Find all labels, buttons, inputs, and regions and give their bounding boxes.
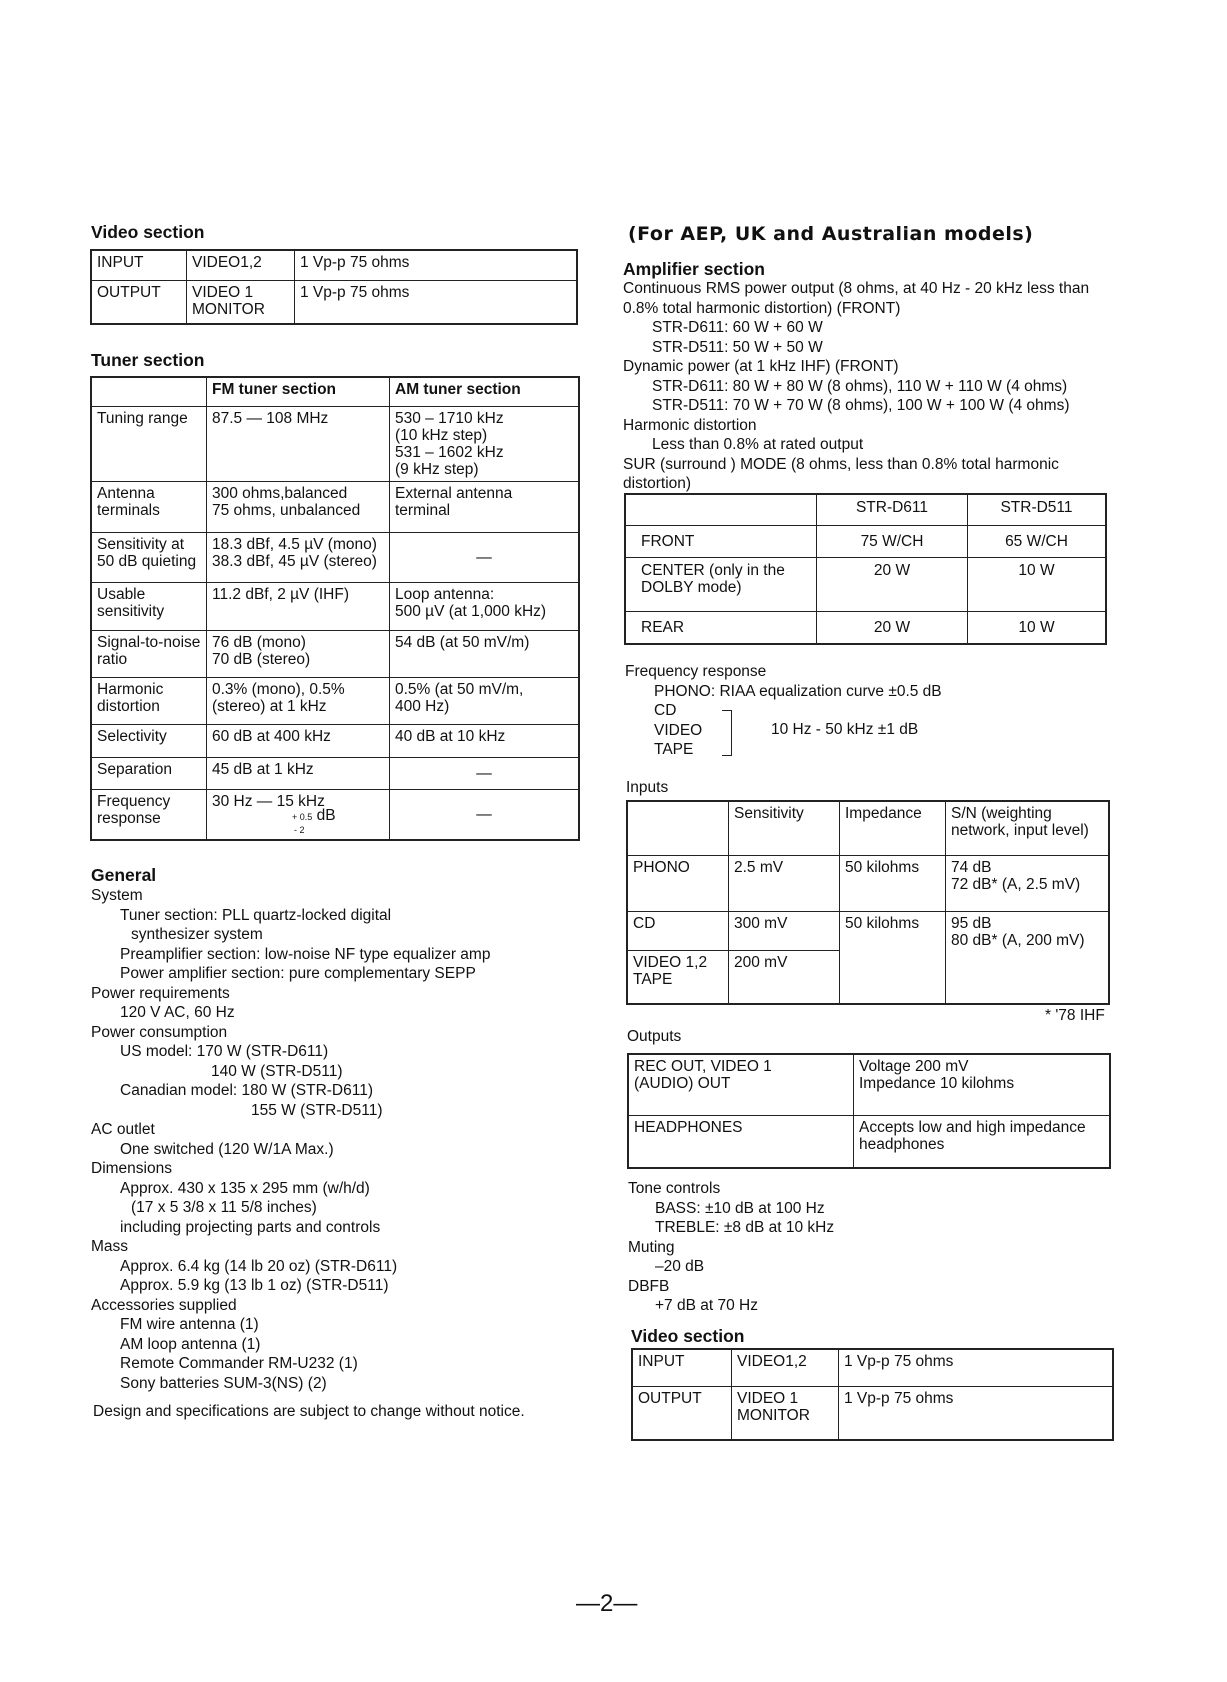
spec-line: Muting xyxy=(628,1238,675,1256)
table-cell: OUTPUT xyxy=(632,1386,732,1440)
spec-line: –20 dB xyxy=(655,1258,705,1275)
table-row xyxy=(627,801,1109,855)
table-row xyxy=(628,1054,1110,1115)
table-cell: PHONO xyxy=(627,855,729,911)
table-cell: 1 Vp-p 75 ohms xyxy=(839,1386,1114,1440)
table-cell xyxy=(91,377,207,406)
spec-line: distortion) xyxy=(623,475,692,492)
table-cell: 20 W xyxy=(817,557,968,611)
table-cell: 60 dB at 400 kHz xyxy=(207,724,390,757)
spec-line: Mass xyxy=(91,1238,129,1255)
spec-line: synthesizer system xyxy=(131,926,263,943)
table-cell: 75 W/CH xyxy=(817,525,968,557)
amplifier-specs xyxy=(623,279,1089,494)
table-cell: Accepts low and high impedance headphones xyxy=(854,1115,1111,1168)
spec-line: 120 V AC, 60 Hz xyxy=(120,1004,235,1021)
spec-line: DBFB xyxy=(628,1277,670,1295)
table-row xyxy=(91,757,579,789)
table-row xyxy=(91,677,579,724)
spec-line: STR-D511: 50 W + 50 W xyxy=(652,338,823,356)
spec-line: Accessories supplied xyxy=(91,1296,237,1314)
frequency-sources xyxy=(654,701,702,760)
table-row xyxy=(91,377,579,406)
table-cell: Antenna terminals xyxy=(91,481,207,532)
frequency-source: TAPE xyxy=(654,741,694,758)
video-section-heading: Video section xyxy=(91,222,205,242)
general-specs xyxy=(91,886,490,1393)
table-cell: REAR xyxy=(625,611,817,644)
table-cell: 0.5% (at 50 mV/m, 400 Hz) xyxy=(390,677,580,724)
table-cell: 10 W xyxy=(968,557,1107,611)
table-cell: STR-D611 xyxy=(817,494,968,525)
table-cell: — xyxy=(390,789,580,840)
table-cell: 1 Vp-p 75 ohms xyxy=(295,280,578,324)
spec-line: including projecting parts and controls xyxy=(120,1218,381,1236)
spec-line: SUR (surround ) MODE (8 ohms, less than 0.8% total harmonic xyxy=(623,455,1059,473)
table-row xyxy=(91,582,579,630)
table-cell: — xyxy=(390,757,580,789)
table-cell: 30 Hz — 15 kHz + 0.5 dB - 2 xyxy=(207,789,390,840)
table-cell: 87.5 — 108 MHz xyxy=(207,406,390,481)
spec-line: Power requirements xyxy=(91,984,230,1002)
frequency-source: VIDEO xyxy=(654,721,703,739)
ihf-footnote: * '78 IHF xyxy=(1045,1007,1105,1024)
table-cell: Tuning range xyxy=(91,406,207,481)
table-cell: CD xyxy=(627,911,729,950)
table-cell: HEADPHONES xyxy=(628,1115,854,1168)
surround-power-table xyxy=(624,493,1107,645)
frequency-response-heading: Frequency response xyxy=(625,663,767,680)
table-row xyxy=(91,789,579,840)
spec-line: Tone controls xyxy=(628,1180,721,1197)
spec-line: Dimensions xyxy=(91,1160,172,1177)
table-row xyxy=(625,525,1106,557)
spec-line: BASS: ±10 dB at 100 Hz xyxy=(655,1199,825,1217)
table-cell: 530 – 1710 kHz (10 kHz step) 531 – 1602 kHz (9 kHz step) xyxy=(390,406,580,481)
amplifier-section-heading: Amplifier section xyxy=(623,259,765,279)
table-row xyxy=(628,1115,1110,1168)
phono-frequency: PHONO: RIAA equalization curve ±0.5 dB xyxy=(654,683,942,700)
table-cell: 1 Vp-p 75 ohms xyxy=(295,250,578,280)
tolerance-unit: dB xyxy=(316,806,336,824)
table-cell: S/N (weighting network, input level) xyxy=(946,801,1110,855)
table-cell xyxy=(625,494,817,525)
spec-line: 140 W (STR-D511) xyxy=(211,1062,343,1080)
table-cell: 18.3 dBf, 4.5 µV (mono) 38.3 dBf, 45 µV (stereo) xyxy=(207,532,390,582)
table-cell: Frequency response xyxy=(91,789,207,840)
table-cell: Loop antenna: 500 µV (at 1,000 kHz) xyxy=(390,582,580,630)
table-cell: 54 dB (at 50 mV/m) xyxy=(390,630,580,677)
spec-line: Approx. 6.4 kg (14 lb 20 oz) (STR-D611) xyxy=(120,1257,398,1275)
table-row xyxy=(627,911,1109,950)
table-cell: Voltage 200 mV Impedance 10 kilohms xyxy=(854,1054,1111,1115)
table-cell: 76 dB (mono) 70 dB (stereo) xyxy=(207,630,390,677)
table-row xyxy=(625,494,1106,525)
table-cell: VIDEO1,2 xyxy=(187,250,295,280)
table-cell: VIDEO 1 MONITOR xyxy=(187,280,295,324)
table-row xyxy=(627,855,1109,911)
video-section-table-2 xyxy=(631,1348,1114,1441)
table-cell xyxy=(627,801,729,855)
tuner-section-table xyxy=(90,376,580,841)
table-row xyxy=(91,280,577,324)
spec-line: One switched (120 W/1A Max.) xyxy=(120,1140,334,1158)
page-number: —2— xyxy=(576,1590,638,1617)
video-section-heading-2: Video section xyxy=(631,1326,745,1346)
spec-line: Tuner section: PLL quartz-locked digital xyxy=(120,906,392,924)
table-row xyxy=(625,557,1106,611)
spec-line: +7 dB at 70 Hz xyxy=(655,1297,758,1314)
table-cell: Separation xyxy=(91,757,207,789)
table-row xyxy=(91,250,577,280)
table-cell: 40 dB at 10 kHz xyxy=(390,724,580,757)
spec-line: FM wire antenna (1) xyxy=(120,1316,259,1333)
spec-line: System xyxy=(91,887,143,904)
tone-muting-dbfb-specs xyxy=(628,1179,834,1316)
spec-line: STR-D611: 80 W + 80 W (8 ohms), 110 W + 110 W (4 ohms) xyxy=(652,377,1068,395)
general-heading: General xyxy=(91,865,157,885)
table-row xyxy=(91,406,579,481)
spec-line: Harmonic distortion xyxy=(623,416,757,434)
table-cell: 50 kilohms xyxy=(840,911,946,1004)
table-cell: VIDEO 1,2 TAPE xyxy=(627,950,729,1004)
table-cell: 1 Vp-p 75 ohms xyxy=(839,1349,1114,1386)
spec-line: AC outlet xyxy=(91,1121,155,1138)
table-cell: OUTPUT xyxy=(91,280,187,324)
spec-line: Power consumption xyxy=(91,1023,228,1041)
spec-line: Canadian model: 180 W (STR-D611) xyxy=(120,1082,373,1099)
table-cell: Sensitivity at 50 dB quieting xyxy=(91,532,207,582)
spec-line: Dynamic power (at 1 kHz IHF) (FRONT) xyxy=(623,358,899,375)
spec-line: Approx. 5.9 kg (13 lb 1 oz) (STR-D511) xyxy=(120,1277,389,1294)
frequency-source: CD xyxy=(654,702,677,719)
table-row xyxy=(91,481,579,532)
tolerance-minus: - 2 xyxy=(294,824,305,835)
spec-line: Power amplifier section: pure complementary SEPP xyxy=(120,965,476,982)
table-row xyxy=(91,630,579,677)
video-section-table xyxy=(90,249,578,325)
spec-line: Approx. 430 x 135 x 295 mm (w/h/d) xyxy=(120,1179,370,1197)
table-cell: 2.5 mV xyxy=(729,855,840,911)
outputs-table xyxy=(627,1053,1111,1169)
table-cell: Impedance xyxy=(840,801,946,855)
table-cell: INPUT xyxy=(91,250,187,280)
spec-line: Remote Commander RM-U232 (1) xyxy=(120,1355,358,1372)
table-cell: INPUT xyxy=(632,1349,732,1386)
table-cell: Harmonic distortion xyxy=(91,677,207,724)
table-cell: Usable sensitivity xyxy=(91,582,207,630)
bracket xyxy=(722,710,732,756)
table-cell: 300 mV xyxy=(729,911,840,950)
spec-line: AM loop antenna (1) xyxy=(120,1335,261,1353)
table-cell: 20 W xyxy=(817,611,968,644)
table-cell: 95 dB 80 dB* (A, 200 mV) xyxy=(946,911,1110,1004)
inputs-table xyxy=(626,800,1110,1005)
tuner-section-heading: Tuner section xyxy=(91,350,205,370)
table-cell: VIDEO 1 MONITOR xyxy=(732,1386,839,1440)
spec-line: Less than 0.8% at rated output xyxy=(652,436,864,453)
spec-line: US model: 170 W (STR-D611) xyxy=(120,1043,329,1060)
table-cell: FM tuner section xyxy=(207,377,390,406)
table-cell: FRONT xyxy=(625,525,817,557)
spec-line: Preamplifier section: low-noise NF type equalizer amp xyxy=(120,945,491,963)
spec-line: 155 W (STR-D511) xyxy=(251,1101,383,1119)
region-title: (For AEP, UK and Australian models) xyxy=(628,223,1034,245)
spec-line: Continuous RMS power output (8 ohms, at 40 Hz - 20 kHz less than xyxy=(623,280,1090,297)
table-cell: VIDEO1,2 xyxy=(732,1349,839,1386)
table-cell: 50 kilohms xyxy=(840,855,946,911)
table-cell: 10 W xyxy=(968,611,1107,644)
table-cell: 45 dB at 1 kHz xyxy=(207,757,390,789)
table-cell: — xyxy=(390,532,580,582)
notice-text: Design and specifications are subject to change without notice. xyxy=(93,1403,525,1420)
table-cell: AM tuner section xyxy=(390,377,580,406)
table-cell: CENTER (only in the DOLBY mode) xyxy=(625,557,817,611)
spec-line: 0.8% total harmonic distortion) (FRONT) xyxy=(623,299,901,317)
table-cell: 74 dB 72 dB* (A, 2.5 mV) xyxy=(946,855,1110,911)
table-row xyxy=(91,724,579,757)
spec-line: Sony batteries SUM-3(NS) (2) xyxy=(120,1374,327,1392)
table-row xyxy=(91,532,579,582)
table-cell: 65 W/CH xyxy=(968,525,1107,557)
spec-line: (17 x 5 3/8 x 11 5/8 inches) xyxy=(131,1199,317,1216)
table-cell: 300 ohms,balanced 75 ohms, unbalanced xyxy=(207,481,390,532)
table-cell: STR-D511 xyxy=(968,494,1107,525)
frequency-value: 10 Hz - 50 kHz ±1 dB xyxy=(771,721,919,738)
table-cell: 200 mV xyxy=(729,950,840,1004)
spec-line: STR-D511: 70 W + 70 W (8 ohms), 100 W + 100 W (4 ohms) xyxy=(652,397,1070,414)
inputs-heading: Inputs xyxy=(626,779,669,796)
table-cell: 0.3% (mono), 0.5% (stereo) at 1 kHz xyxy=(207,677,390,724)
tolerance-plus: + 0.5 xyxy=(292,811,313,822)
spec-line: STR-D611: 60 W + 60 W xyxy=(652,319,823,336)
table-cell: Selectivity xyxy=(91,724,207,757)
table-cell: Sensitivity xyxy=(729,801,840,855)
table-cell: REC OUT, VIDEO 1 (AUDIO) OUT xyxy=(628,1054,854,1115)
table-cell: 11.2 dBf, 2 µV (IHF) xyxy=(207,582,390,630)
table-row xyxy=(632,1349,1113,1386)
spec-line: TREBLE: ±8 dB at 10 kHz xyxy=(655,1219,835,1236)
table-cell: Signal-to-noise ratio xyxy=(91,630,207,677)
table-row xyxy=(632,1386,1113,1440)
table-row xyxy=(625,611,1106,644)
table-cell: External antenna terminal xyxy=(390,481,580,532)
outputs-heading: Outputs xyxy=(627,1028,682,1045)
